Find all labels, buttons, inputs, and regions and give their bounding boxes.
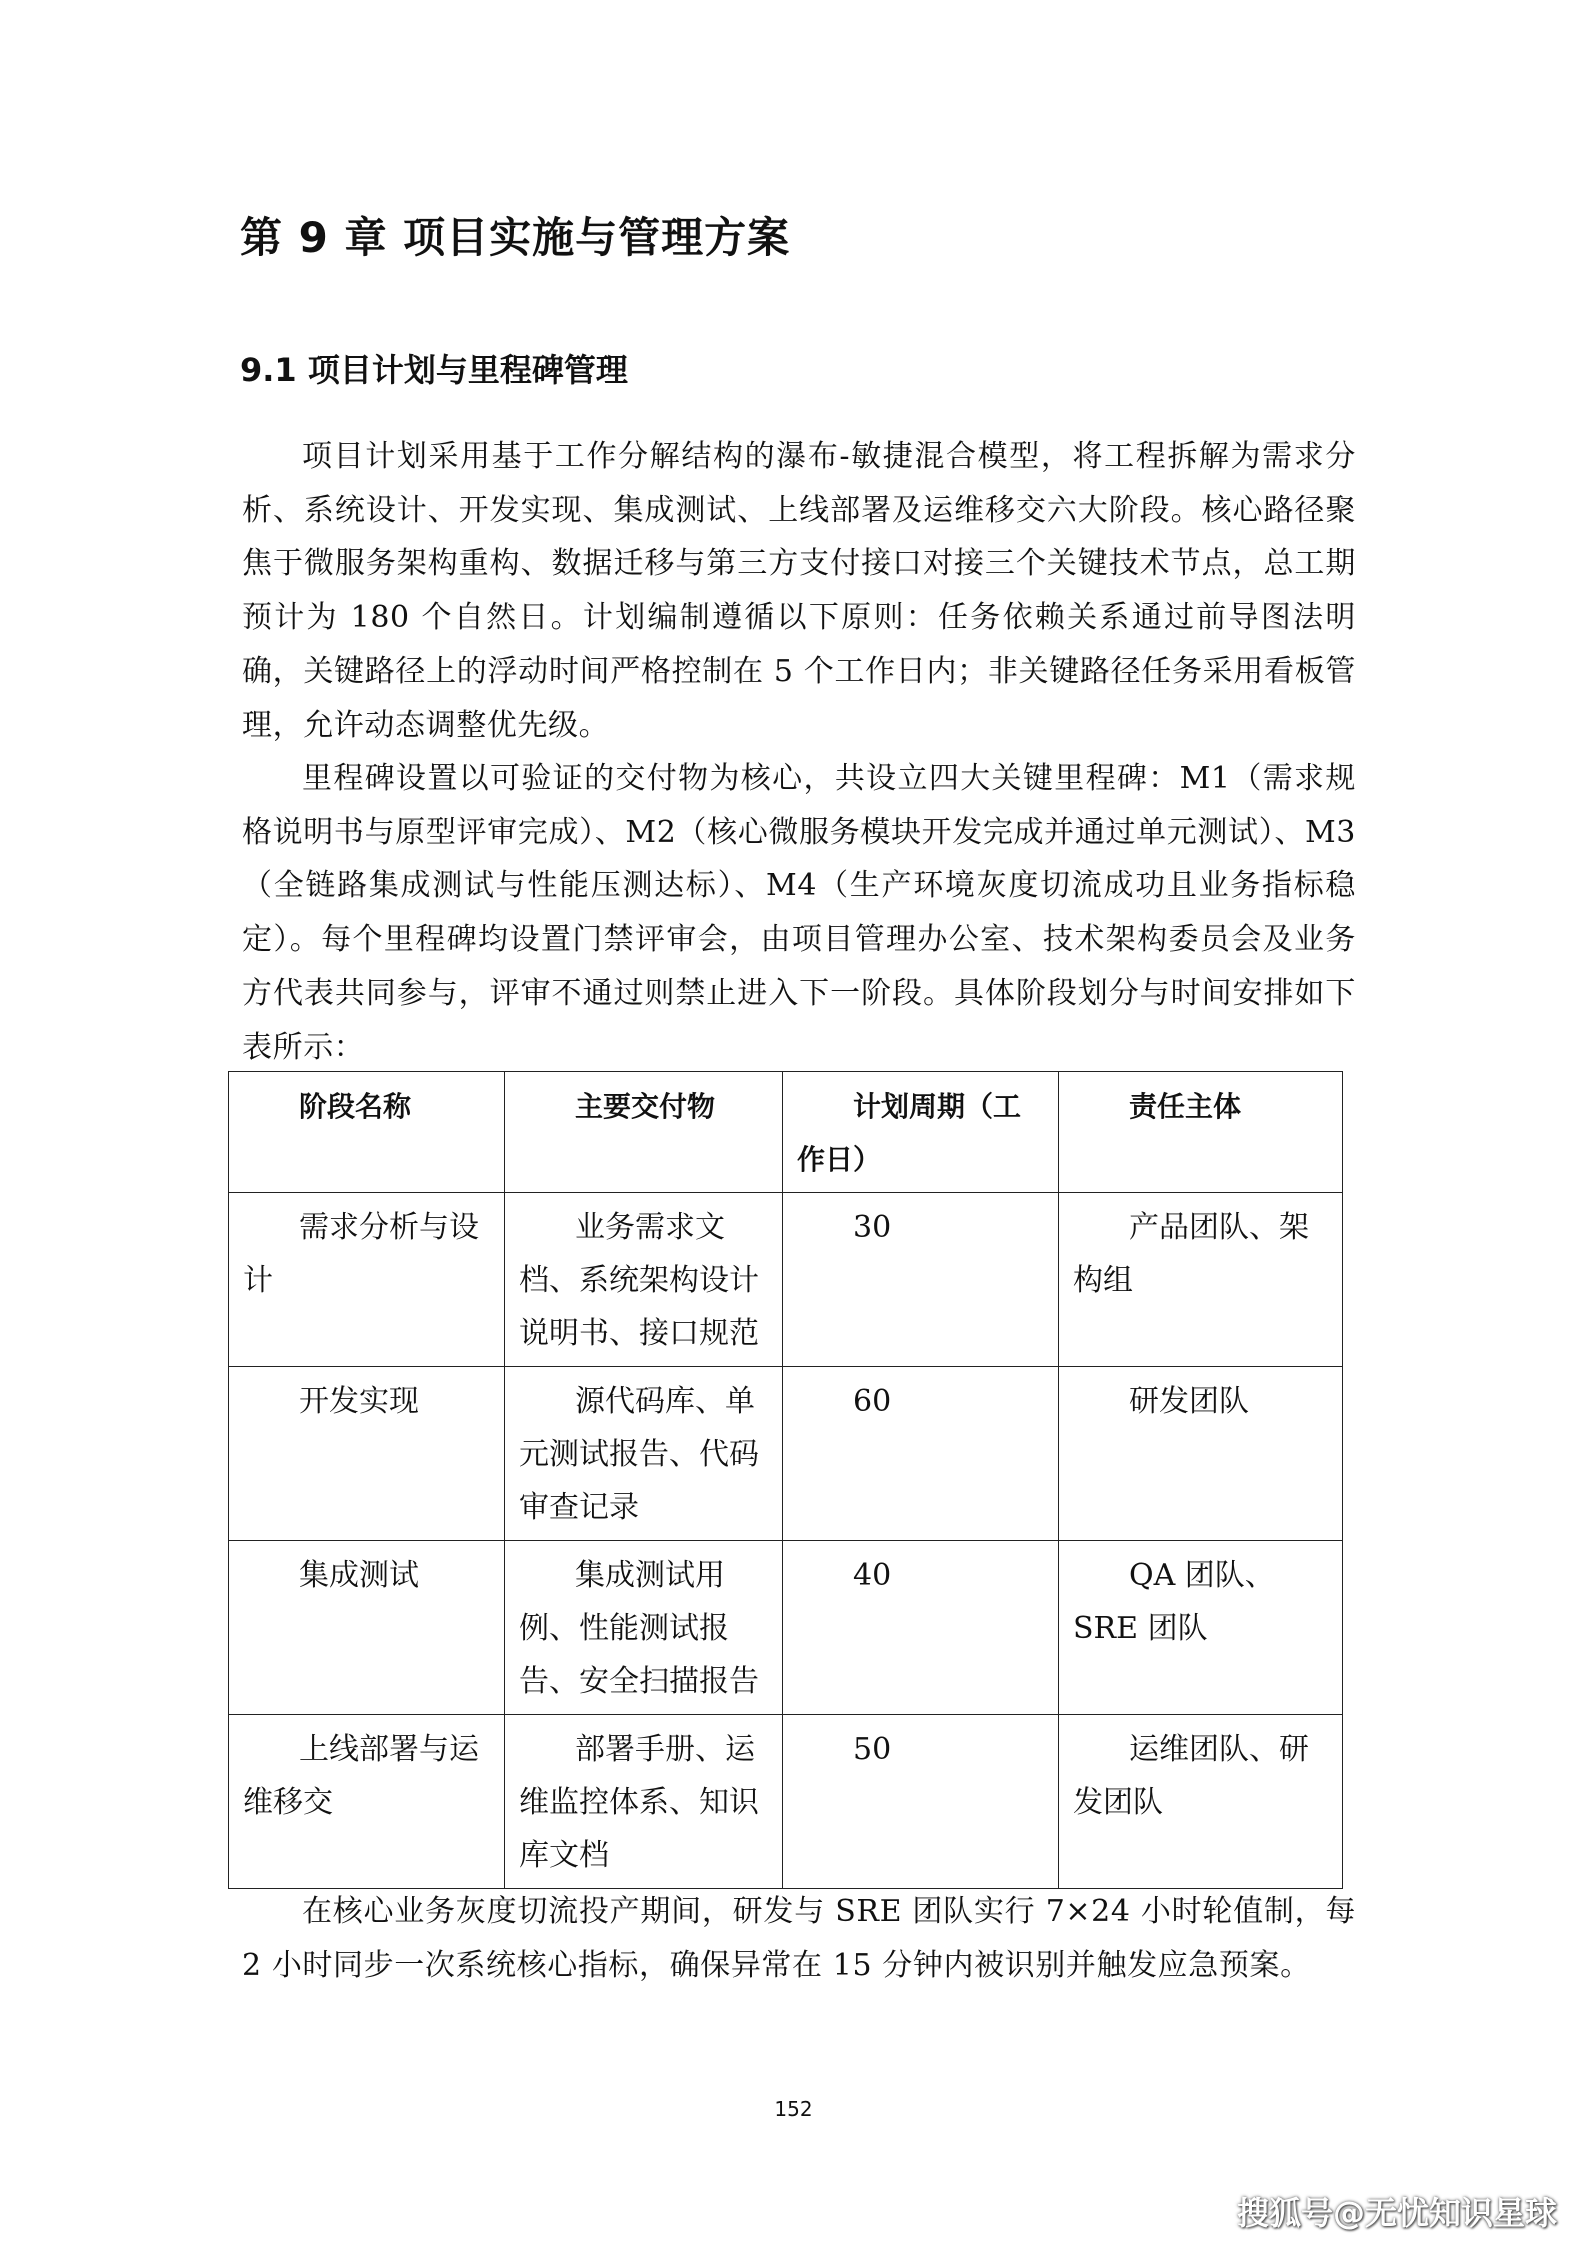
cell-days: 40	[783, 1541, 1059, 1715]
table-row	[229, 1193, 1343, 1367]
cell-owner: 运维团队、研发团队	[1059, 1715, 1343, 1889]
header-planned-duration: 计划周期（工作日）	[783, 1072, 1059, 1193]
cell-deliverables: 集成测试用例、性能测试报告、安全扫描报告	[505, 1541, 783, 1715]
cell-days: 50	[783, 1715, 1059, 1889]
paragraph-project-plan: 项目计划采用基于工作分解结构的瀑布-敏捷混合模型，将工程拆解为需求分析、系统设计、开发实现、集成测试、上线部署及运维移交六大阶段。核心路径聚焦于微服务架构重构、数据迁移与第三方支付接口对接三个关键技术节点，总工期预计为 180 个自然日。计划编制遵循以下原则：任务依赖关系通过前导图法明确，关键路径上的浮动时间严格控制在 5 个工作日内；非关键路径任务采用看板管理，允许动态调整优先级。	[242, 439, 1356, 743]
chapter-title: 第 9 章 项目实施与管理方案	[240, 213, 791, 262]
cell-deliverables: 部署手册、运维监控体系、知识库文档	[505, 1715, 783, 1889]
cell-owner: 产品团队、架构组	[1059, 1193, 1343, 1367]
paragraph-milestones: 里程碑设置以可验证的交付物为核心，共设立四大关键里程碑：M1（需求规格说明书与原型评审完成）、M2（核心微服务模块开发完成并通过单元测试）、M3（全链路集成测试与性能压测达标）、M4（生产环境灰度切流成功且业务指标稳定）。每个里程碑均设置门禁评审会，由项目管理办公室、技术架构委员会及业务方代表共同参与，评审不通过则禁止进入下一阶段。具体阶段划分与时间安排如下表所示：	[242, 761, 1356, 1065]
cell-owner: QA 团队、SRE 团队	[1059, 1541, 1343, 1715]
cell-phase: 集成测试	[229, 1541, 505, 1715]
header-responsible-party: 责任主体	[1059, 1072, 1343, 1193]
section-title: 9.1 项目计划与里程碑管理	[240, 351, 628, 389]
cell-phase: 开发实现	[229, 1367, 505, 1541]
cell-days: 30	[783, 1193, 1059, 1367]
cell-owner: 研发团队	[1059, 1367, 1343, 1541]
cell-phase: 上线部署与运维移交	[229, 1715, 505, 1889]
header-phase-name: 阶段名称	[229, 1072, 505, 1193]
cell-deliverables: 源代码库、单元测试报告、代码审查记录	[505, 1367, 783, 1541]
cell-phase: 需求分析与设计	[229, 1193, 505, 1367]
page-number: 152	[774, 2097, 813, 2121]
cell-deliverables: 业务需求文档、系统架构设计说明书、接口规范	[505, 1193, 783, 1367]
cell-days: 60	[783, 1367, 1059, 1541]
paragraph-on-call: 在核心业务灰度切流投产期间，研发与 SRE 团队实行 7×24 小时轮值制，每 2 小时同步一次系统核心指标，确保异常在 15 分钟内被识别并触发应急预案。	[242, 1894, 1356, 1983]
table-row	[229, 1541, 1343, 1715]
table-header-row	[229, 1072, 1343, 1193]
table-row	[229, 1715, 1343, 1889]
header-deliverables: 主要交付物	[505, 1072, 783, 1193]
phase-schedule-table	[228, 1071, 1343, 1889]
watermark: 搜狐号@无忧知识星球	[1236, 2194, 1557, 2232]
table-row	[229, 1367, 1343, 1541]
